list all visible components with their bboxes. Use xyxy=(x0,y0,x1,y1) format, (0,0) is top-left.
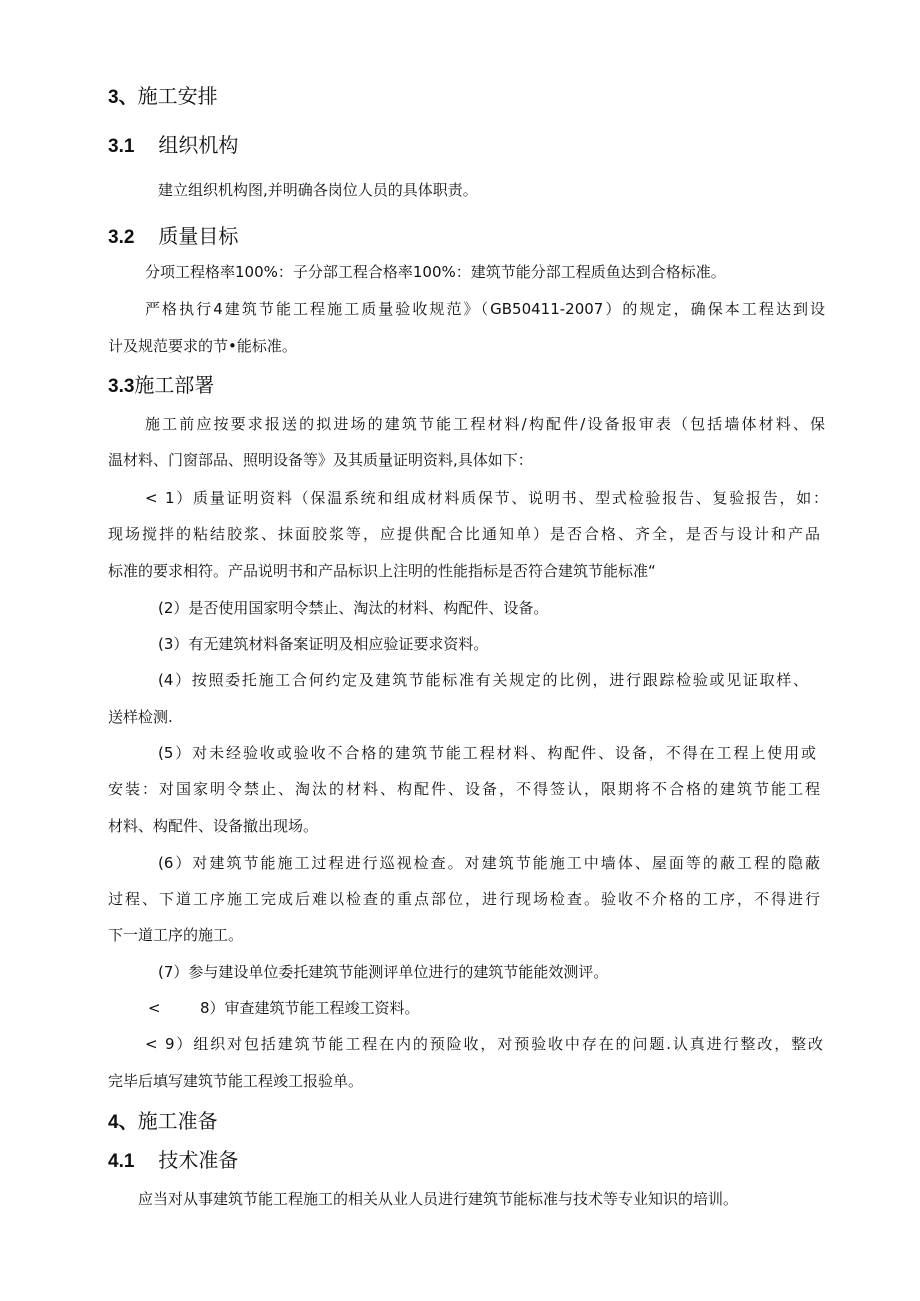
paragraph-3-1: 建立组织机构图,并明确各岗位人员的具体职责。 xyxy=(158,181,478,199)
paragraph-spec-line-2: 计及规范要求的节•能标准。 xyxy=(108,337,297,355)
paragraph-deploy-line-2: 温材料、门窗部品、照明设备等》及其质量证明资料,具体如下： xyxy=(108,451,533,469)
list-item-3: (3）有无建筑材料备案证明及相应验证要求资料。 xyxy=(158,635,489,653)
list-item-8: < 8）审查建筑节能工程竣工资料。 xyxy=(148,996,420,1020)
heading-title: 施工准备 xyxy=(137,1109,218,1133)
list-marker: < xyxy=(145,1035,158,1053)
list-item-4-line-1: (4）按照委托施工合何约定及建筑节能标准有关规定的比例，进行跟踪检验或见证取样、 xyxy=(158,671,808,689)
paragraph-spec-line-1: 严格执行4建筑节能工程施工质量验收规范》（GB50411-2007）的规定，确保本工程达到设 xyxy=(145,300,825,318)
list-item-5-line-1: (5）对未经验收或验收不合格的建筑节能工程材料、构配件、设备，不得在工程上使用或 xyxy=(158,744,816,762)
heading-title: 施工安排 xyxy=(137,84,218,108)
list-item-6-line-1: (6）对建筑节能施工过程进行巡视检查。对建筑节能施工中墙体、屋面等的蔽工程的隐蔽 xyxy=(158,854,820,872)
heading-title: 技术准备 xyxy=(158,1148,239,1172)
list-item-5-line-3: 材料、构配件、设备撤出现场。 xyxy=(108,817,319,835)
heading-number: 3.1 xyxy=(108,136,135,157)
list-item-1-line-1: < 1）质量证明资料（保温系统和组成材料质保节、说明书、型式检验报告、复验报告，如： xyxy=(145,486,828,510)
heading-section-3-3 xyxy=(108,371,214,401)
list-item-9-line-2: 完毕后填写建筑节能工程竣工报验单。 xyxy=(108,1072,364,1090)
paragraph-4-1: 应当对从事建筑节能工程施工的相关从业人员进行建筑节能标准与技术等专业知识的培训。 xyxy=(138,1190,739,1208)
list-item-2: (2）是否使用国家明令禁止、淘汰的材料、构配件、设备。 xyxy=(158,599,549,617)
heading-title: 施工部署 xyxy=(134,373,215,397)
heading-section-3-2 xyxy=(108,222,238,252)
heading-number: 4、 xyxy=(108,1112,138,1133)
list-item-5-line-2: 安装：对国家明令禁止、淘汰的材料、构配件、设备，不得签认，限期将不合格的建筑节能工程 xyxy=(108,780,820,798)
heading-number: 3、 xyxy=(108,87,138,108)
list-item-4-line-2: 送样检测. xyxy=(108,708,173,726)
heading-title: 组织机构 xyxy=(158,133,239,157)
heading-title: 质量目标 xyxy=(158,224,239,248)
list-item-7: (7）参与建设单位委托建筑节能测评单位进行的建筑节能能效测评。 xyxy=(158,963,609,981)
heading-number: 3.3 xyxy=(108,376,135,397)
heading-number: 3.2 xyxy=(108,227,135,248)
list-item-1-line-2: 现场搅拌的粘结胶浆、抹面胶浆等，应提供配合比通知单）是否合格、齐全，是否与设计和产品 xyxy=(108,525,820,543)
list-marker: < xyxy=(148,999,161,1017)
heading-section-4-1 xyxy=(108,1146,238,1176)
list-item-6-line-2: 过程、下道工序施工完成后难以检查的重点部位，进行现场检查。验收不介格的工序，不得进行 xyxy=(108,890,820,908)
paragraph-deploy-line-1: 施工前应按要求报送的拟进场的建筑节能工程材料/构配件/设备报审表（包括墙体材料、保 xyxy=(145,415,825,433)
list-item-1-line-3: 标准的要求相符。产品说明书和产品标识上注明的性能指标是否符合建筑节能标准“ xyxy=(108,562,656,580)
list-item-9-line-1: < 9）组织对包括建筑节能工程在内的预险收，对预验收中存在的问题.认真进行整改，整改 xyxy=(145,1032,823,1056)
heading-section-3 xyxy=(108,82,218,112)
heading-section-3-1 xyxy=(108,131,238,161)
heading-section-4 xyxy=(108,1107,218,1137)
paragraph-quality-target: 分项工程格率100%：子分部工程合格率100%：建筑节能分部工程质鱼达到合格标准。 xyxy=(145,263,726,281)
list-marker: < xyxy=(145,489,158,507)
heading-number: 4.1 xyxy=(108,1151,135,1172)
list-item-6-line-3: 下一道工序的施工。 xyxy=(108,926,244,944)
